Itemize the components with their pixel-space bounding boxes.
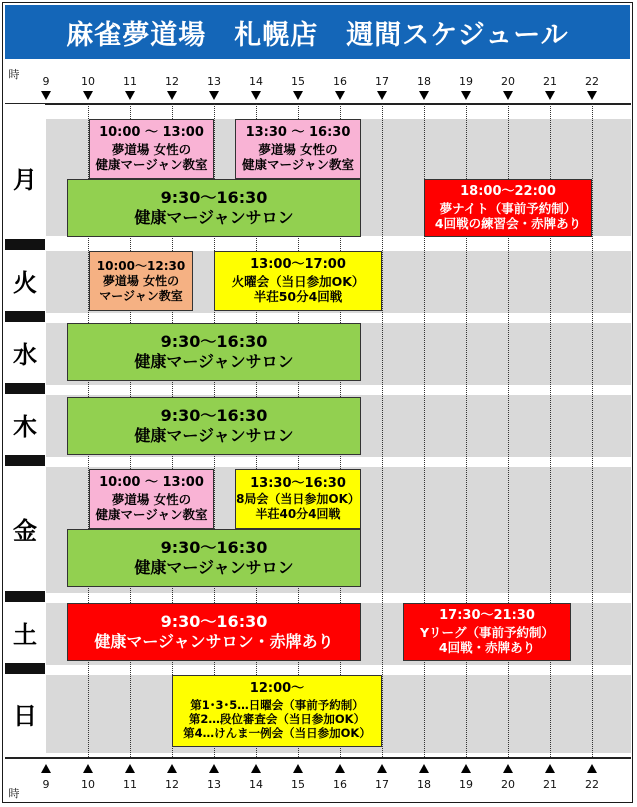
event-health-salon-mon[interactable] xyxy=(67,179,361,237)
hour-gridline xyxy=(592,104,593,757)
axis-line-bottom xyxy=(5,757,631,759)
event-line: 健康マージャンサロン xyxy=(134,352,294,371)
event-womens-class-mon-pm[interactable] xyxy=(235,119,361,179)
day-label-sat: 土 xyxy=(5,602,45,662)
hour-label-top: 17 xyxy=(375,75,389,88)
event-y-league-sat[interactable] xyxy=(403,603,571,661)
hour-label-bottom: 21 xyxy=(543,778,557,791)
event-time: 13:30 ～ 16:30 xyxy=(245,125,351,141)
hour-label-bottom: 22 xyxy=(585,778,599,791)
hour-marker-top xyxy=(503,91,513,100)
page-title: 麻雀夢道場 札幌店 週間スケジュール xyxy=(5,5,630,59)
event-time: 9:30～16:30 xyxy=(160,612,268,631)
hour-marker-top xyxy=(419,91,429,100)
hour-label-bottom: 11 xyxy=(123,778,137,791)
hour-label-bottom: 19 xyxy=(459,778,473,791)
hour-label-bottom: 12 xyxy=(165,778,179,791)
event-time: 13:00～17:00 xyxy=(250,257,346,273)
event-8kyoku-club-fri[interactable] xyxy=(235,469,361,529)
event-time: 10:00 ～ 13:00 xyxy=(99,125,204,141)
event-health-salon-sat[interactable] xyxy=(67,603,361,661)
hour-label-bottom: 14 xyxy=(249,778,263,791)
hour-label-top: 15 xyxy=(291,75,305,88)
event-time: 10:00 ～ 13:00 xyxy=(99,475,204,491)
event-time: 9:30～16:30 xyxy=(160,332,268,351)
hour-marker-top xyxy=(167,91,177,100)
hour-label-top: 10 xyxy=(81,75,95,88)
event-time: 10:00～12:30 xyxy=(96,258,186,273)
event-line: 4回戦の練習会・赤牌あり xyxy=(434,216,582,232)
hour-marker-top xyxy=(335,91,345,100)
hour-label-top: 12 xyxy=(165,75,179,88)
hour-label-bottom: 15 xyxy=(291,778,305,791)
event-yume-night-mon[interactable] xyxy=(424,179,592,237)
hour-label-bottom: 10 xyxy=(81,778,95,791)
event-line: マージャン教室 xyxy=(99,288,183,303)
event-health-salon-fri[interactable] xyxy=(67,529,361,587)
hour-label-top: 16 xyxy=(333,75,347,88)
event-line: 第1･3･5…日曜会（事前予約制） xyxy=(190,697,364,712)
hour-marker-bottom xyxy=(251,764,261,773)
hour-marker-bottom xyxy=(419,764,429,773)
event-health-salon-thu[interactable] xyxy=(67,397,361,455)
event-line: 健康マージャンサロン xyxy=(134,426,294,445)
event-womens-class-tue[interactable] xyxy=(89,251,193,311)
hour-unit-label-top: 時 xyxy=(8,68,20,81)
hour-marker-top xyxy=(545,91,555,100)
event-line: 健康マージャン教室 xyxy=(241,157,354,173)
hour-marker-top xyxy=(83,91,93,100)
hour-marker-bottom xyxy=(293,764,303,773)
hour-marker-top xyxy=(377,91,387,100)
hour-label-bottom: 16 xyxy=(333,778,347,791)
event-line: 夢道場 女性の xyxy=(111,491,192,507)
hour-label-bottom: 18 xyxy=(417,778,431,791)
event-womens-class-mon-am[interactable] xyxy=(89,119,214,179)
hour-marker-bottom xyxy=(83,764,93,773)
event-line: 健康マージャン教室 xyxy=(95,157,208,173)
event-line: 半荘40分4回戦 xyxy=(255,507,341,522)
hour-label-top: 13 xyxy=(207,75,221,88)
event-health-salon-wed[interactable] xyxy=(67,323,361,381)
hour-label-top: 20 xyxy=(501,75,515,88)
hour-label-top: 18 xyxy=(417,75,431,88)
hour-marker-bottom xyxy=(125,764,135,773)
event-line: 8局会（当日参加OK） xyxy=(236,492,360,507)
hour-marker-bottom xyxy=(167,764,177,773)
event-line: 健康マージャンサロン xyxy=(134,558,294,577)
event-line: 第4…けんま一例会（当日参加OK） xyxy=(183,726,371,741)
event-sunday-club[interactable] xyxy=(172,675,382,747)
hour-marker-bottom xyxy=(209,764,219,773)
hour-label-bottom: 17 xyxy=(375,778,389,791)
hour-marker-top xyxy=(251,91,261,100)
hour-marker-top xyxy=(125,91,135,100)
event-line: 火曜会（当日参加OK） xyxy=(231,273,365,289)
day-label-tue: 火 xyxy=(5,250,45,310)
event-time: 12:00～ xyxy=(249,681,305,697)
hour-marker-top xyxy=(587,91,597,100)
event-time: 13:30～16:30 xyxy=(250,475,346,491)
event-line: 第2…段位審査会（当日参加OK） xyxy=(188,711,366,726)
event-line: 4回戦・赤牌あり xyxy=(438,640,536,656)
event-line: 夢道場 女性の xyxy=(111,141,192,157)
hour-marker-top xyxy=(209,91,219,100)
hour-label-bottom: 20 xyxy=(501,778,515,791)
event-line: 健康マージャン教室 xyxy=(95,507,208,523)
hour-marker-bottom xyxy=(545,764,555,773)
hour-unit-label-bottom: 時 xyxy=(8,787,20,800)
hour-marker-top xyxy=(293,91,303,100)
event-line: 健康マージャンサロン xyxy=(134,208,294,227)
hour-label-bottom: 13 xyxy=(207,778,221,791)
hour-marker-top xyxy=(461,91,471,100)
day-label-sun: 日 xyxy=(5,674,45,752)
event-time: 9:30～16:30 xyxy=(160,406,268,425)
hour-marker-bottom xyxy=(335,764,345,773)
event-line: 夢道場 女性の xyxy=(102,273,180,288)
day-label-mon: 月 xyxy=(5,104,45,250)
hour-gridline xyxy=(382,104,383,757)
event-tuesday-club[interactable] xyxy=(214,251,382,311)
event-line: 健康マージャンサロン・赤牌あり xyxy=(94,632,334,651)
event-womens-class-fri[interactable] xyxy=(89,469,214,529)
hour-marker-bottom xyxy=(503,764,513,773)
hour-marker-top xyxy=(41,91,51,100)
day-label-wed: 水 xyxy=(5,322,45,382)
hour-label-bottom: 9 xyxy=(42,778,50,791)
hour-marker-bottom xyxy=(461,764,471,773)
hour-label-top: 14 xyxy=(249,75,263,88)
day-label-thu: 木 xyxy=(5,394,45,454)
event-time: 9:30～16:30 xyxy=(160,188,268,207)
hour-label-top: 11 xyxy=(123,75,137,88)
hour-label-top: 19 xyxy=(459,75,473,88)
event-line: Yリーグ（事前予約制） xyxy=(419,624,555,640)
day-label-fri: 金 xyxy=(5,466,45,590)
event-time: 17:30～21:30 xyxy=(439,608,535,624)
hour-label-top: 9 xyxy=(42,75,50,88)
hour-label-top: 22 xyxy=(585,75,599,88)
event-line: 夢道場 女性の xyxy=(258,141,338,157)
event-time: 9:30～16:30 xyxy=(160,538,268,557)
hour-marker-bottom xyxy=(587,764,597,773)
event-line: 夢ナイト（事前予約制） xyxy=(439,200,577,216)
hour-marker-bottom xyxy=(377,764,387,773)
event-time: 18:00～22:00 xyxy=(460,184,556,200)
hour-label-top: 21 xyxy=(543,75,557,88)
event-line: 半荘50分4回戦 xyxy=(253,289,343,305)
hour-marker-bottom xyxy=(41,764,51,773)
